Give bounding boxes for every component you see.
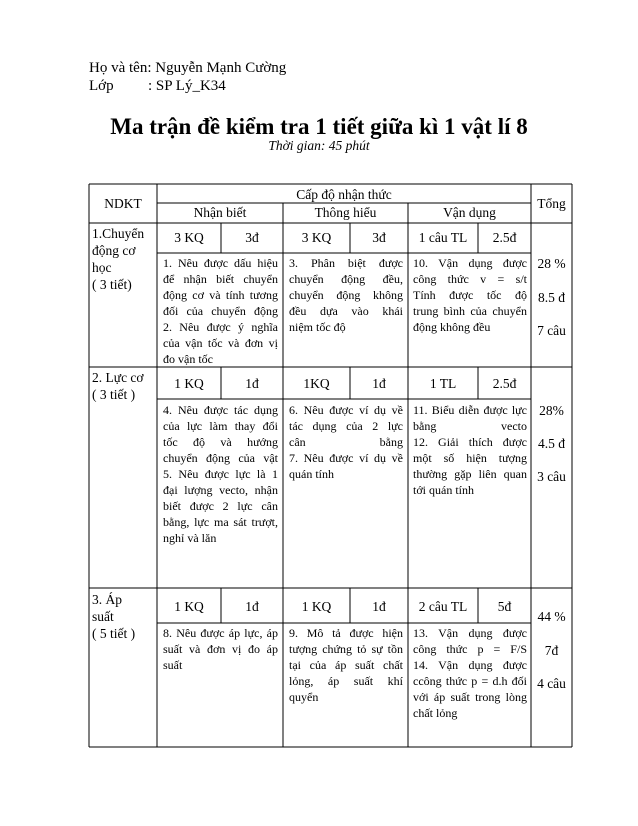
score-cell: 1 KQ xyxy=(174,376,204,391)
objective-line: tượng chứng tỏ sự tồn xyxy=(289,642,403,656)
objective-line: công thức p = F/S xyxy=(413,642,527,656)
score-cell: 2 câu TL xyxy=(418,599,468,614)
score-cell: 5đ xyxy=(497,599,512,614)
objective-line: tới quán tính xyxy=(413,483,475,497)
total-value: 4.5 đ xyxy=(538,436,565,451)
header-recognize: Nhận biết xyxy=(193,205,247,220)
objective-line: nghỉ và lăn xyxy=(163,531,217,545)
objective-line: tại của áp suất chất xyxy=(289,658,403,672)
objective-line: 12. Giải thích được xyxy=(413,435,527,449)
objective-line: 10. Vận dụng được xyxy=(413,256,527,270)
page-title: Ma trận đề kiểm tra 1 tiết giữa kì 1 vật lí 8 xyxy=(110,114,528,139)
score-cell: 1đ xyxy=(372,376,386,391)
score-cell: 1KQ xyxy=(303,376,330,391)
topic-line: ( 5 tiết ) xyxy=(92,626,136,641)
objective-line: quán tính xyxy=(289,467,334,481)
objective-line: để nhận biết chuyển xyxy=(163,272,278,286)
class-label: Lớp xyxy=(89,78,114,94)
score-cell: 3đ xyxy=(245,230,259,245)
score-cell: 2.5đ xyxy=(492,376,517,391)
objective-line: 13. Vận dụng được xyxy=(413,626,527,640)
objective-line: suất và đơn vị đo áp xyxy=(163,642,278,656)
total-value: 44 % xyxy=(537,609,566,624)
topic-line: ( 3 tiết) xyxy=(92,277,132,292)
score-cell: 1 TL xyxy=(429,376,457,391)
total-value: 7đ xyxy=(544,643,559,658)
objective-line: lỏng, áp suất khí xyxy=(289,674,403,688)
class-value: : SP Lý_K34 xyxy=(148,78,226,94)
student-name: Họ và tên: Nguyễn Mạnh Cường xyxy=(89,60,287,76)
objective-line: 4. Nêu được tác dụng xyxy=(163,403,278,417)
objective-line: tác dụng của 2 lực xyxy=(289,419,403,433)
score-cell: 3 KQ xyxy=(174,230,204,245)
total-value: 8.5 đ xyxy=(538,290,565,305)
objective-line: công thức v = s/t xyxy=(413,272,527,286)
score-cell: 2.5đ xyxy=(492,230,517,245)
header-ndkt: NDKT xyxy=(104,196,142,211)
objective-line: một số hiện tượng xyxy=(413,451,527,465)
topic-line: 3. Áp xyxy=(92,592,122,607)
score-cell: 1đ xyxy=(372,599,386,614)
objective-line: đại lượng vecto, nhận xyxy=(163,483,278,497)
objective-line: thường gặp liên quan xyxy=(413,467,527,481)
score-cell: 1đ xyxy=(245,376,259,391)
objective-line: 1. Nêu được dấu hiệu xyxy=(163,256,278,270)
objective-line: trung bình của chuyển xyxy=(413,304,527,318)
total-value: 28% xyxy=(539,403,564,418)
objective-line: của lực làm thay đổi xyxy=(163,419,278,433)
objective-line: niệm tốc độ xyxy=(289,320,346,334)
total-value: 3 câu xyxy=(537,469,566,484)
topic-line: 2. Lực cơ xyxy=(92,370,144,385)
topic-line: ( 3 tiết ) xyxy=(92,387,136,402)
total-value: 28 % xyxy=(537,256,566,271)
topic-line: động cơ xyxy=(92,243,136,258)
topic-line: 1.Chuyển xyxy=(92,226,145,241)
score-cell: 1 KQ xyxy=(301,599,332,614)
header-total: Tổng xyxy=(537,196,566,211)
score-cell: 1 KQ xyxy=(174,599,204,614)
objective-line: tốc độ và hướng xyxy=(163,435,278,449)
objective-line: cân bằng xyxy=(289,435,403,449)
objective-line: động không đều xyxy=(413,320,491,334)
objective-line: suất xyxy=(163,658,183,672)
score-cell: 3đ xyxy=(372,230,386,245)
header-apply: Vận dụng xyxy=(443,205,496,220)
header-cognitive-level: Cấp độ nhận thức xyxy=(296,187,392,202)
header-understand: Thông hiểu xyxy=(314,205,377,220)
topic-line: học xyxy=(92,260,112,275)
objective-line: 6. Nêu được ví dụ về xyxy=(289,403,403,417)
topic-line: suất xyxy=(92,609,114,624)
total-value: 7 câu xyxy=(537,323,566,338)
objective-line: 11. Biểu diễn được lực xyxy=(413,403,527,417)
objective-line: 5. Nêu được lực là 1 xyxy=(163,467,278,481)
objective-line: 9. Mô tả được hiện xyxy=(289,626,403,640)
objective-line: 8. Nêu được áp lực, áp xyxy=(163,626,278,640)
score-cell: 3 KQ xyxy=(301,230,332,245)
score-cell: 1đ xyxy=(245,599,259,614)
objective-line: 14. Vận dụng được xyxy=(413,658,527,672)
objective-line: bằng vecto xyxy=(413,419,527,433)
objective-line: bằng, lực ma sát trượt, xyxy=(163,515,278,529)
objective-line: chuyển động không xyxy=(289,288,403,302)
objective-line: 7. Nêu được ví dụ về xyxy=(289,451,403,465)
objective-line: đo vận tốc xyxy=(163,352,213,366)
objective-line: đối của chuyển động xyxy=(163,304,278,318)
objective-line: 3. Phân biệt được xyxy=(289,256,403,270)
total-value: 4 câu xyxy=(537,676,566,691)
objective-line: chất lỏng xyxy=(413,706,458,720)
objective-line: Tính được tốc độ xyxy=(413,288,527,302)
objective-line: 2. Nêu được ý nghĩa xyxy=(163,320,278,334)
objective-line: của vận tốc và đơn vị xyxy=(163,336,278,350)
page-subtitle: Thời gian: 45 phút xyxy=(268,138,370,153)
objective-line: chuyển động đều, xyxy=(289,272,403,286)
objective-line: ccông thức p = d.h đối xyxy=(413,674,527,688)
objective-line: chuyển động của vật xyxy=(163,451,278,465)
score-cell: 1 câu TL xyxy=(418,230,468,245)
objective-line: quyển xyxy=(289,690,319,704)
objective-line: động cơ và tính tương xyxy=(163,288,278,302)
objective-line: với áp suất trong lòng xyxy=(413,690,527,704)
objective-line: đều dựa vào khái xyxy=(289,304,403,318)
objective-line: biết được 2 lực cân xyxy=(163,499,278,513)
